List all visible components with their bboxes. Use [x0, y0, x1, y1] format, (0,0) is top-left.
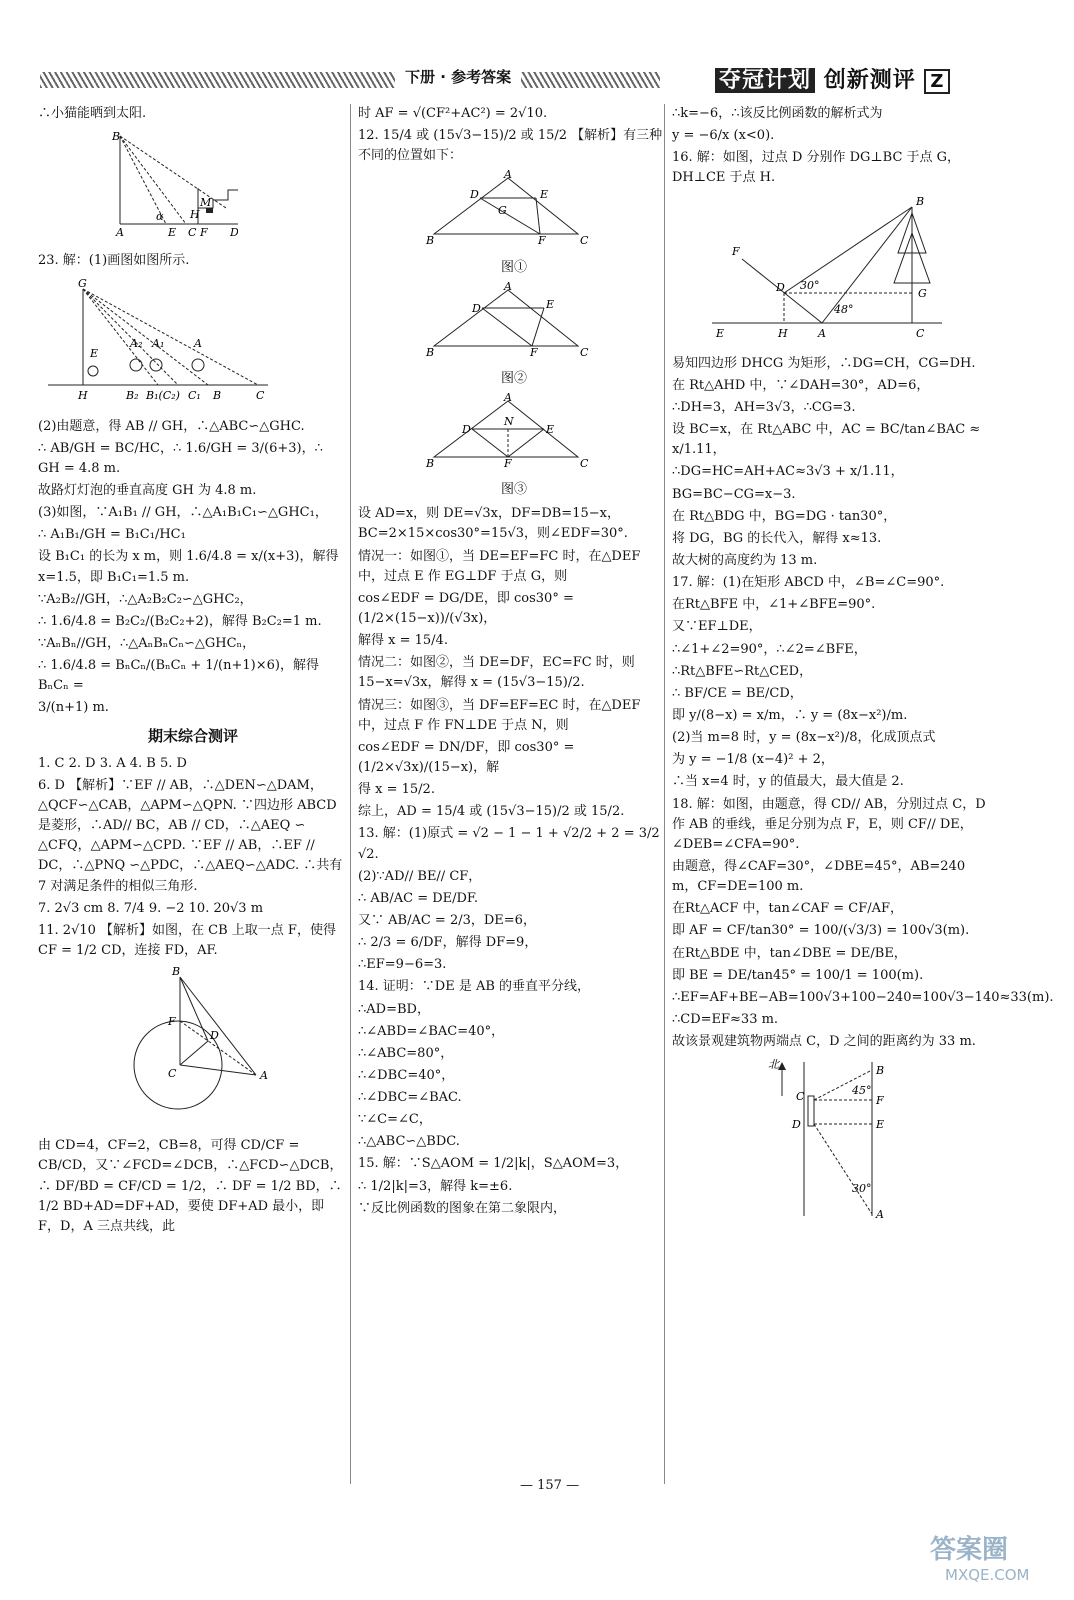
fig-label: E	[540, 188, 549, 202]
figure-street-lamp	[38, 275, 348, 412]
figure-cat-sunlight	[38, 128, 348, 247]
text-line: ∵∠C=∠C，	[358, 1112, 432, 1128]
text-line: y = −6/x (x<0).	[672, 128, 775, 144]
figure-circle	[38, 965, 348, 1132]
text-line: 时 AF = √(CF²+AC²) = 2√10.	[358, 106, 548, 121]
text-line: ∴ 1/2|k|=3，解得 k=±6.	[358, 1178, 513, 1194]
text-line: 设 AD=x，则 DE=√3x，DF=DB=15−x，BC=2×15×cos30°=15√3，则∠EDF=30°.	[358, 506, 628, 542]
text-line: (2)由题意，得 AB // GH，∴△ABC∽△GHC.	[38, 418, 305, 434]
text-line: 为 y = −1/8 (x−4)² + 2，	[672, 752, 834, 768]
text-line: 在 Rt△AHD 中，∵∠DAH=30°，AD=6，	[672, 377, 930, 393]
fig-label: C	[168, 1067, 177, 1081]
text-line: 情况二：如图②，当 DE=DF，EC=FC 时，则 15−x=√3x，解得 x = (15√3−15)/2.	[358, 655, 635, 691]
brand-logo	[715, 64, 950, 98]
fig-label: G	[498, 204, 507, 218]
fig-label: M	[200, 196, 212, 210]
fig-label: F	[200, 226, 208, 240]
figure-river	[672, 1056, 990, 1233]
text-line: 将 DG，BG 的长代入，解得 x≈13.	[672, 530, 882, 546]
text-line: 又∵EF⊥DE，	[672, 619, 762, 635]
text-line: 故大树的高度约为 13 m.	[672, 552, 818, 568]
text-line: ∵AₙBₙ//GH，∴△AₙBₙCₙ∽△GHCₙ，	[38, 635, 256, 651]
text-line: 得 x = 15/2.	[358, 782, 435, 798]
text-line: ∵反比例函数的图象在第二象限内，	[358, 1200, 567, 1216]
text-line: (2)当 m=8 时，y = (8x−x²)/8，化成顶点式	[672, 730, 936, 746]
text-line: ∴∠1+∠2=90°，∴∠2=∠BFE，	[672, 641, 867, 657]
fig-label: A	[504, 170, 512, 182]
fig-label: 30°	[800, 278, 820, 292]
fig-label: C	[580, 456, 589, 469]
fig-label: D	[230, 226, 238, 240]
fig-label: E	[716, 326, 725, 340]
fig-label: F	[732, 244, 740, 258]
text-line: 6. D 【解析】∵EF // AB，∴△DEN∽△DAM，△QCF∽△CAB，△APM∽△QPN. ∵四边形 ABCD 是菱形，∴AD// BC，AB // CD，∴△AEQ ∽ △CFQ，△APM∽△CPD. ∵EF // AB，∴EF // DC，∴△PNQ ∽△PDC，∴△AEQ∽△ADC. ∴共有 7 对满足条件的相似三角形.	[38, 777, 343, 894]
fig-label: D	[470, 188, 479, 202]
fig-label: F	[168, 1015, 176, 1029]
fig-label: A	[818, 326, 826, 340]
text-line: 即 AF = CF/tan30° = 100/(√3/3) = 100√3(m).	[672, 923, 970, 939]
text-line: 又∵ AB/AC = 2/3，DE=6，	[358, 912, 536, 928]
text-line: ∴∠DBC=40°，	[358, 1067, 455, 1083]
fig-label: A	[504, 281, 512, 293]
fig-label: H	[78, 389, 88, 403]
text-line: ∴AD=BD，	[358, 1001, 430, 1017]
fig-label: A₁	[152, 337, 165, 351]
text-line: 设 B₁C₁ 的长为 x m，则 1.6/4.8 = x/(x+3)，解得 x=1.5，即 B₁C₁=1.5 m.	[38, 549, 339, 585]
fig-label: D	[472, 301, 481, 315]
text-line: ∴Rt△BFE∽Rt△CED，	[672, 663, 813, 679]
fig-label: H	[778, 326, 788, 340]
text-line: 综上，AD = 15/4 或 (15√3−15)/2 或 15/2.	[358, 804, 625, 820]
column-divider	[350, 104, 351, 1484]
fig-label: B₁(C₂)	[146, 389, 180, 403]
figure-caption: 图①	[500, 259, 527, 275]
fig-label: B	[213, 389, 222, 403]
fig-label: A	[876, 1208, 884, 1222]
figure-caption: 图③	[500, 482, 527, 498]
text-line: ∴∠DBC=∠BAC.	[358, 1090, 462, 1106]
fig-label: B	[876, 1064, 885, 1078]
fig-label: C	[256, 389, 265, 403]
fig-label: D	[462, 422, 471, 436]
text-line: ∴k=−6，∴该反比例函数的解析式为	[672, 106, 883, 121]
text-line: ∴EF=9−6=3.	[358, 957, 447, 973]
text-line: 23. 解：(1)画图如图所示.	[38, 253, 190, 269]
fig-label: C	[580, 345, 589, 358]
fig-label: C	[916, 326, 925, 340]
brand-badge: Z	[924, 69, 950, 94]
text-line: (3)如图，∵A₁B₁ // GH，∴△A₁B₁C₁∽△GHC₁，	[38, 505, 328, 521]
brand-name: 夺冠计划	[715, 68, 815, 93]
figure-triangle-2	[358, 282, 670, 365]
fig-label: E	[90, 347, 99, 361]
text-line: 情况三：如图③，当 DF=EF=EC 时，在△DEF 中，过点 F 作 FN⊥DE 于点 N，则	[358, 697, 641, 733]
text-line: 故路灯灯泡的垂直高度 GH 为 4.8 m.	[38, 482, 257, 498]
fig-label: C	[580, 234, 589, 247]
watermark-logo: 答案圈	[930, 1535, 1009, 1565]
text-line: 情况一：如图①，当 DE=EF=FC 时，在△DEF 中，过点 E 作 EG⊥DF 于点 G，则	[358, 548, 641, 584]
text-line: ∴ BF/CE = BE/CD，	[672, 685, 803, 701]
fig-label: D	[210, 1029, 219, 1043]
text-line: 17. 解：(1)在矩形 ABCD 中，∠B=∠C=90°.	[672, 575, 945, 591]
fig-label: E	[546, 422, 555, 436]
fig-label: A	[504, 392, 512, 404]
fig-label: 北	[768, 1058, 779, 1072]
text-line: (2)∵AD// BE// CF，	[358, 868, 482, 884]
text-line: 即 BE = DE/tan45° = 100/1 = 100(m).	[672, 967, 924, 983]
text-line: 故该景观建筑物两端点 C，D 之间的距离约为 33 m.	[672, 1034, 976, 1050]
text-line: 16. 解：如图，过点 D 分别作 DG⊥BC 于点 G，DH⊥CE 于点 H.	[672, 150, 961, 186]
text-line: 18. 解：如图，由题意，得 CD// AB，分别过点 C，D 作 AB 的垂线，垂足分别为点 F，E，则 CF// DE，∠DEB=∠CFA=90°.	[672, 796, 986, 852]
section-title: 期末综合测评	[147, 726, 238, 745]
text-line: 即 y/(8−x) = x/m，∴ y = (8x−x²)/m.	[672, 707, 908, 723]
fig-label: G	[918, 286, 927, 300]
text-line: ∴DG=HC=AH+AC≈3√3 + x/1.11，	[672, 464, 904, 480]
fig-label: H	[190, 208, 200, 222]
fig-label: B	[112, 130, 121, 144]
fig-label: E	[546, 297, 555, 311]
fig-label: B	[916, 194, 925, 208]
fig-label: D	[792, 1118, 801, 1132]
column-right	[672, 104, 1054, 1237]
text-line: ∴ A₁B₁/GH = B₁C₁/HC₁	[38, 527, 186, 543]
fig-label: A	[260, 1069, 268, 1083]
text-line: ∴CD=EF≈33 m.	[672, 1011, 779, 1027]
text-line: ∴DH=3，AH=3√3，∴CG=3.	[672, 399, 856, 415]
figure-tree-slope	[672, 193, 990, 350]
text-line: 15. 解：∵S△AOM = 1/2|k|，S△AOM=3，	[358, 1156, 629, 1172]
fig-label: F	[504, 456, 512, 469]
fig-label: A₂	[130, 337, 143, 351]
text-line: cos∠EDF = DN/DF，即 cos30° = (1/2×√3x)/(15−x)，解	[358, 739, 575, 775]
text-line: 由题意，得∠CAF=30°，∠DBE=45°，AB=240 m，CF=DE=100 m.	[672, 858, 966, 895]
fig-label: A	[116, 226, 124, 240]
text-line: ∴ AB/GH = BC/HC，∴ 1.6/GH = 3/(6+3)，∴ GH = 4.8 m.	[38, 440, 323, 476]
fig-label: E	[876, 1118, 885, 1132]
text-line: BG=BC−CG=x−3.	[672, 486, 796, 502]
page-number: — 157 —	[520, 1478, 580, 1493]
fig-label: G	[78, 277, 87, 291]
fig-label: 45°	[852, 1084, 872, 1098]
text-line: 7. 2√3 cm 8. 7/4 9. −2 10. 20√3 m	[38, 900, 264, 916]
fig-label: 48°	[834, 302, 854, 316]
text-line: 3/(n+1) m.	[38, 700, 109, 716]
fig-label: C	[188, 226, 197, 240]
fig-label: E	[168, 226, 177, 240]
text-line: 14. 证明：∵DE 是 AB 的垂直平分线，	[358, 979, 591, 995]
text-line: ∴ AB/AC = DE/DF.	[358, 890, 479, 906]
text-line: 12. 15/4 或 (15√3−15)/2 或 15/2 【解析】有三种不同的位置如下：	[358, 128, 663, 164]
text-line: 在 Rt△BDG 中，BG=DG · tan30°，	[672, 508, 897, 524]
text-line: 1. C 2. D 3. A 4. B 5. D	[38, 755, 187, 771]
fig-label: B	[426, 234, 435, 247]
text-line: 易知四边形 DHCG 为矩形，∴DG=CH，CG=DH.	[672, 355, 976, 371]
page-header	[40, 64, 1040, 98]
text-line: ∴∠ABD=∠BAC=40°，	[358, 1023, 505, 1039]
text-line: 13. 解：(1)原式 = √2 − 1 − 1 + √2/2 + 2 = 3/2 √2.	[358, 826, 660, 862]
fig-label: B	[426, 456, 435, 469]
text-line: ∴当 x=4 时，y 的值最大，最大值是 2.	[672, 774, 904, 790]
text-line: ∴∠ABC=80°，	[358, 1045, 454, 1061]
column-left	[38, 104, 348, 1239]
watermark-url: MXQE.COM	[945, 1566, 1030, 1584]
figure-caption: 图②	[500, 370, 527, 386]
fig-label: C	[796, 1090, 805, 1104]
fig-label: D	[776, 280, 785, 294]
fig-label: A	[194, 337, 202, 351]
text-line: ∴△ABC∽△BDC.	[358, 1134, 460, 1150]
figure-triangle-1	[358, 170, 670, 253]
fig-label: 30°	[852, 1182, 872, 1196]
text-line: 解得 x = 15/4.	[358, 633, 448, 649]
text-line: ∴ 2/3 = 6/DF，解得 DF=9，	[358, 935, 538, 951]
fig-label: B	[172, 965, 181, 979]
text-line: ∴ 1.6/4.8 = BₙCₙ/(BₙCₙ + 1/(n+1)×6)，解得 BₙCₙ =	[38, 658, 319, 694]
text-line: 在Rt△BDE 中，tan∠DBE = DE/BE，	[672, 945, 907, 961]
text-line: 在Rt△BFE 中，∠1+∠BFE=90°.	[672, 597, 876, 613]
header-title: 下册 · 参考答案	[395, 66, 521, 89]
column-middle	[358, 104, 670, 1221]
text-line: 设 BC=x，在 Rt△ABC 中，AC = BC/tan∠BAC ≈ x/1.11，	[672, 422, 981, 458]
text-line: ∴小猫能晒到太阳.	[38, 106, 147, 121]
brand-subtitle: 创新测评	[823, 68, 916, 93]
text-line: ∴EF=AF+BE−AB=100√3+100−240=100√3−140≈33(m).	[672, 989, 1054, 1005]
text-line: 由 CD=4，CF=2，CB=8，可得 CD/CF = CB/CD，又∵∠FCD=∠DCB，∴△FCD∽△DCB，∴ DF/BD = CF/CD = 1/2，∴ DF = 1/2 BD，∴ 1/2 BD+AD=DF+AD，要使 DF+AD 最小，即 F，D，A 三点共线，此	[38, 1138, 343, 1234]
fig-label: F	[538, 234, 546, 247]
text-line: 在Rt△ACF 中，tan∠CAF = CF/AF，	[672, 901, 904, 917]
fig-label: F	[530, 345, 538, 358]
text-line: cos∠EDF = DG/DE，即 cos30° = (1/2×(15−x))/(√3x)，	[358, 590, 574, 626]
fig-label: B₂	[126, 389, 139, 403]
text-line: ∵A₂B₂//GH，∴△A₂B₂C₂∽△GHC₂，	[38, 591, 253, 607]
fig-label: α	[156, 210, 164, 224]
fig-label: C₁	[188, 389, 201, 403]
text-line: 11. 2√10 【解析】如图，在 CB 上取一点 F，使得 CF = 1/2 CD，连接 FD，AF.	[38, 922, 336, 959]
figure-triangle-3	[358, 393, 670, 476]
fig-label: N	[504, 414, 514, 428]
text-line: ∴ 1.6/4.8 = B₂C₂/(B₂C₂+2)，解得 B₂C₂=1 m.	[38, 613, 322, 629]
fig-label: F	[876, 1094, 884, 1108]
fig-label: B	[426, 345, 435, 358]
header-stripe	[40, 72, 660, 88]
